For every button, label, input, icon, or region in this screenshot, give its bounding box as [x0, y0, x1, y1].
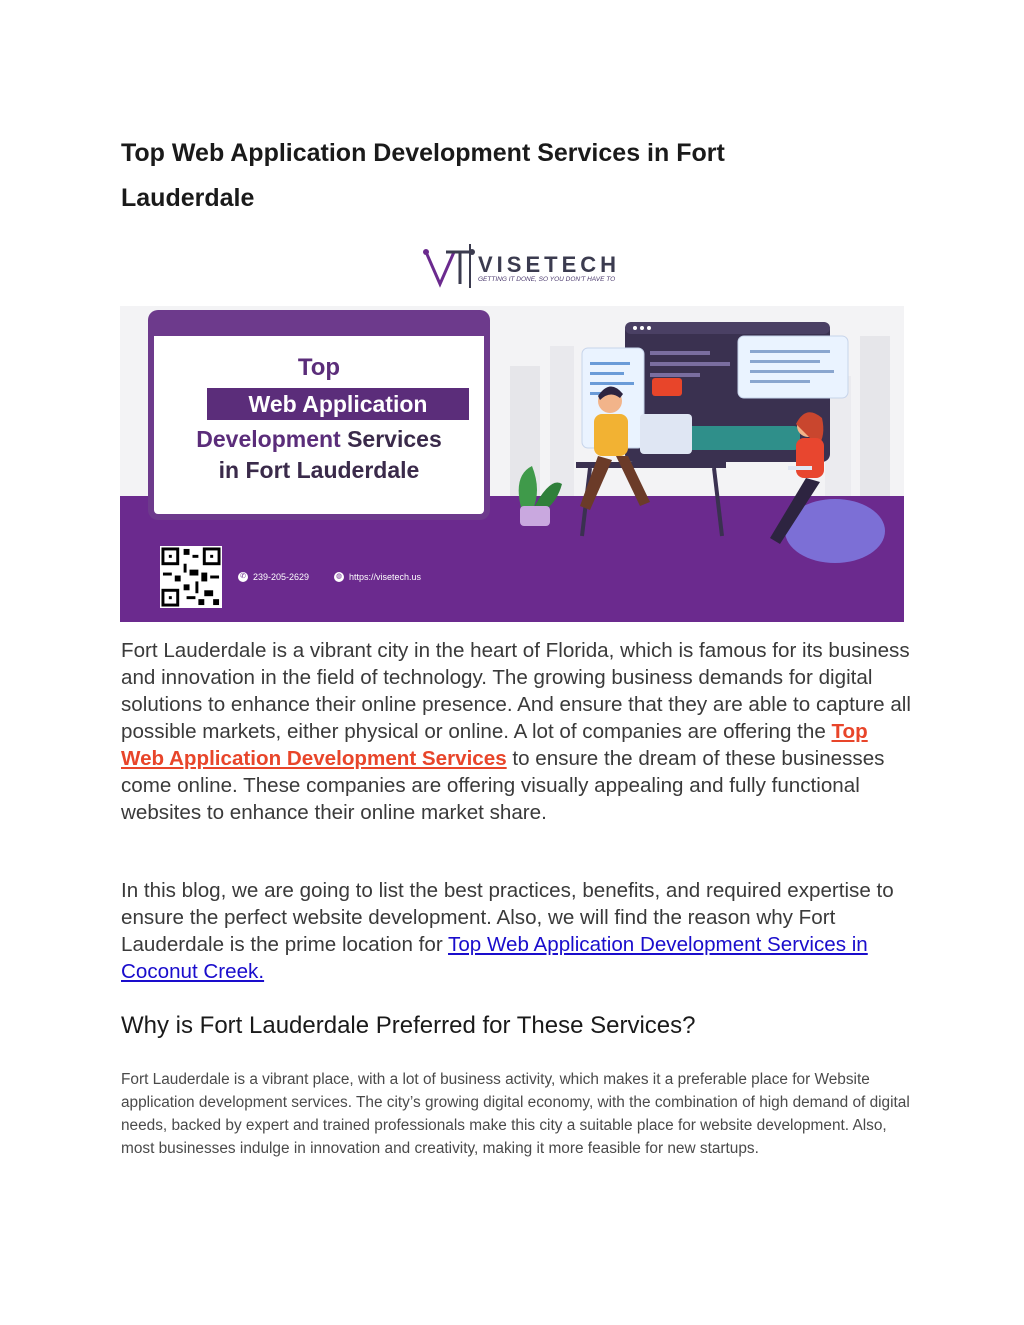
hero-banner — [120, 306, 904, 622]
intro-text-start: Fort Lauderdale is a vibrant city in the heart of Florida, which is famous for its business and innovation in the field of technology. The growing business demands for digital solutions to enhance their online presence. And ensure that they are able to capture all possible markets, either physical or online. A lot of companies are offering the — [121, 639, 911, 743]
logo-wordmark: VISETECH — [478, 252, 621, 277]
overview-text: In this blog, we are going to list the best practices, benefits, and required expertise to ensure the perfect website development. Also, we will find the reason why Fort Lauderdale is the prime location for — [121, 879, 894, 956]
banner-accent-word: Development — [196, 426, 341, 452]
website-url: https://visetech.us — [349, 572, 422, 582]
phone-number: 239-205-2629 — [253, 572, 310, 582]
globe-icon: ◍ — [335, 573, 343, 580]
intro-paragraph — [121, 637, 911, 826]
section-paragraph: Fort Lauderdale is a vibrant place, with a lot of business activity, which makes it a preferable place for Website application development services. The city’s growing digital economy, with the combination of high demand of digital needs, backed by expert and trained professionals make this city a suitable place for website development. Also, most businesses indulge in innovation and creativity, making it more feasible for new startups. — [121, 1071, 910, 1157]
developers-illustration — [120, 306, 904, 622]
banner-line-location: in Fort Lauderdale — [218, 457, 420, 483]
vt-logo-icon — [420, 238, 476, 294]
visetech-logo — [420, 238, 621, 296]
blog-overview-paragraph — [121, 877, 911, 985]
phone-icon: ✆ — [238, 572, 248, 582]
section-heading: Why is Fort Lauderdale Preferred for These Services? — [121, 1012, 696, 1039]
banner-line-top: Top — [297, 354, 341, 381]
intro-text-end: to ensure the dream of these businesses come online. These companies are offering visually appealing and fully functional websites to enhance their online market share. — [121, 747, 885, 824]
banner-services-word: Services — [340, 426, 442, 452]
page-title: Top Web Application Development Services in Fort Lauderdale — [121, 139, 725, 212]
banner-line-web-application: Web Application — [248, 391, 428, 417]
coconut-creek-link[interactable]: Top Web Application Development Services in Coconut Creek. — [121, 933, 868, 983]
top-web-app-link[interactable]: Top Web Application Development Services — [121, 720, 868, 770]
logo-tagline: GETTING IT DONE, SO YOU DON'T HAVE TO — [478, 276, 616, 283]
